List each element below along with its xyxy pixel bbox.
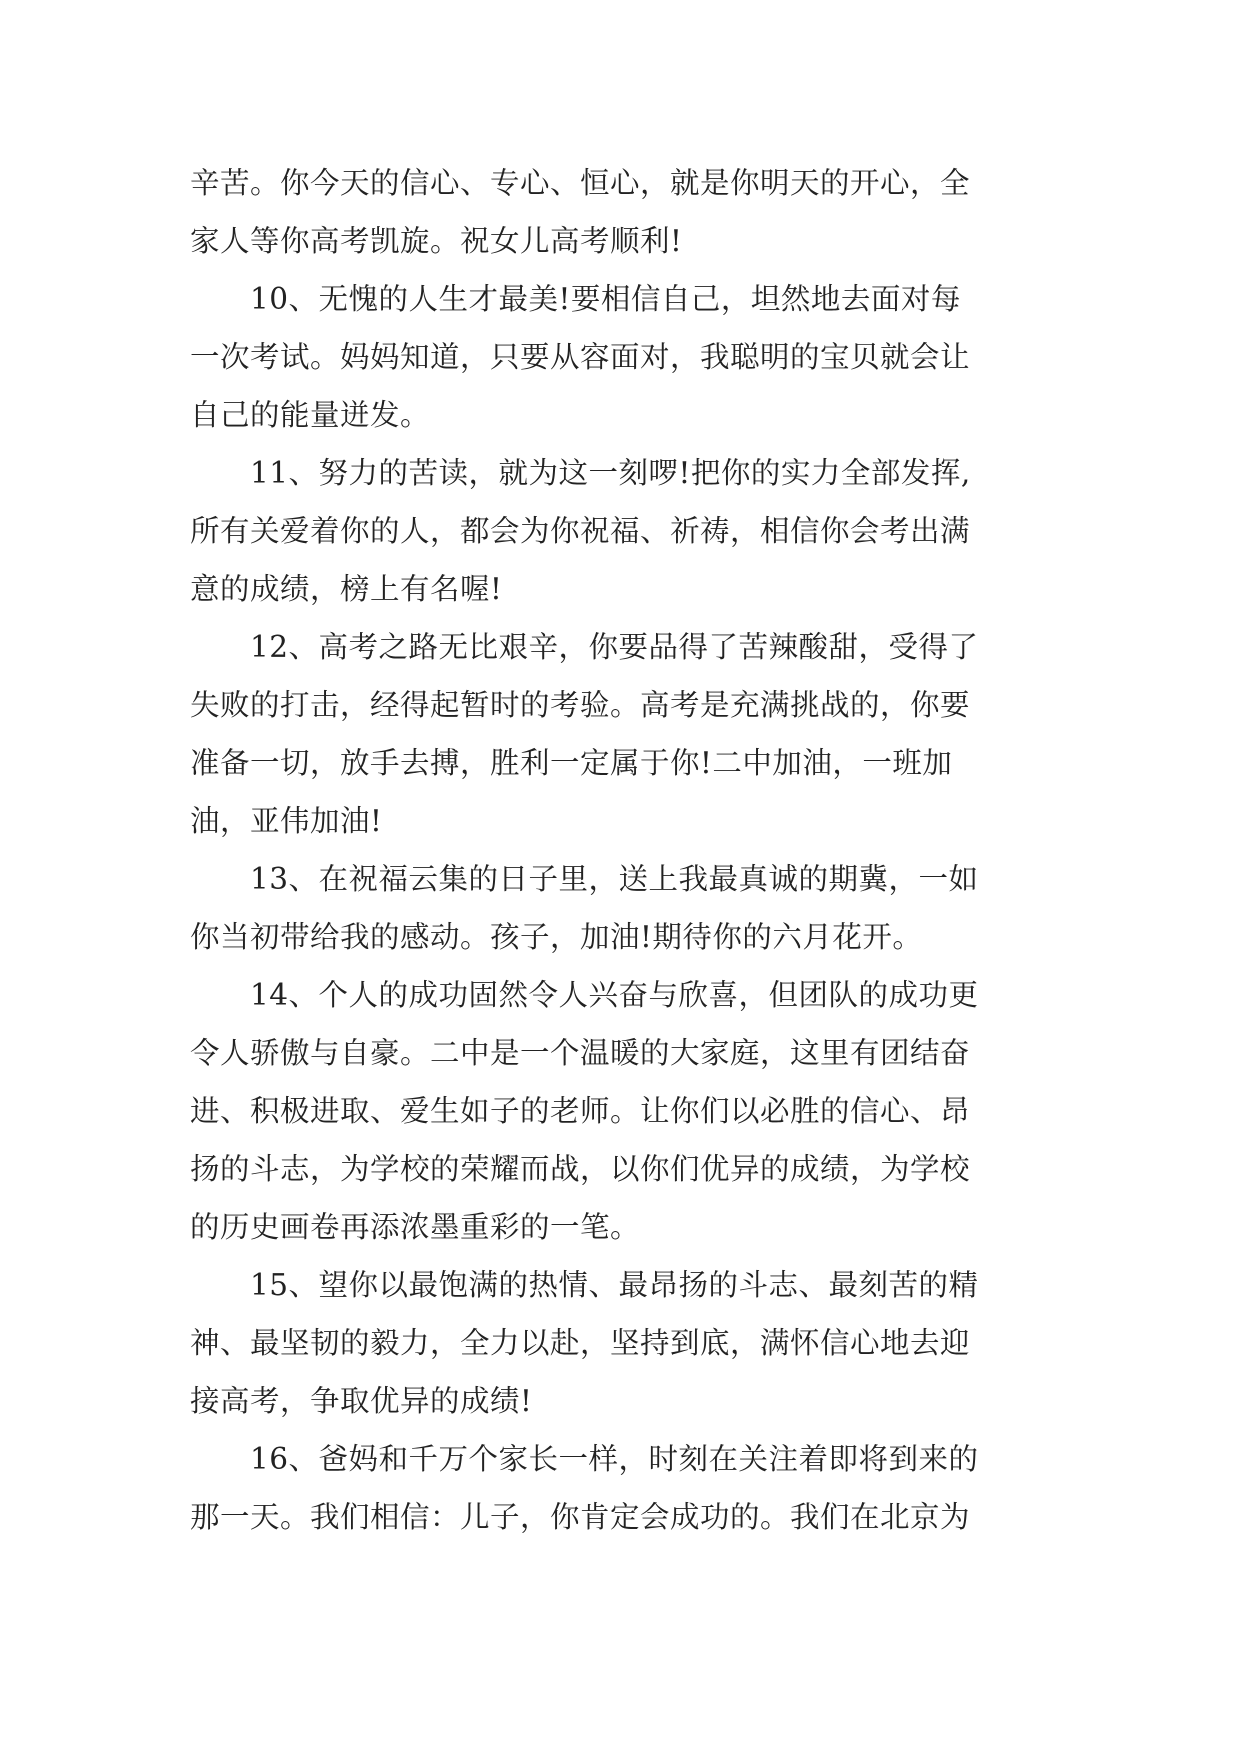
paragraph-10-first-line: 10、无愧的人生才最美!要相信自己，坦然地去面对每 bbox=[250, 282, 961, 316]
text-line: 失败的打击，经得起暂时的考验。高考是充满挑战的，你要 bbox=[190, 688, 971, 722]
text-line: 准备一切，放手去搏，胜利一定属于你!二中加油，一班加 bbox=[190, 746, 953, 780]
paragraph-15-first-line: 15、望你以最饱满的热情、最昂扬的斗志、最刻苦的精 bbox=[250, 1268, 979, 1302]
text-line: 油，亚伟加油! bbox=[190, 804, 383, 838]
text-line: 那一天。我们相信：儿子，你肯定会成功的。我们在北京为 bbox=[190, 1500, 971, 1534]
text-line: 你当初带给我的感动。孩子，加油!期待你的六月花开。 bbox=[190, 920, 923, 954]
text-line: 一次考试。妈妈知道，只要从容面对，我聪明的宝贝就会让 bbox=[190, 340, 971, 374]
paragraph-14-first-line: 14、个人的成功固然令人兴奋与欣喜，但团队的成功更 bbox=[250, 978, 979, 1012]
text-line: 进、积极进取、爱生如子的老师。让你们以必胜的信心、昂 bbox=[190, 1094, 971, 1128]
text-line: 接高考，争取优异的成绩! bbox=[190, 1384, 533, 1418]
paragraph-12-first-line: 12、高考之路无比艰辛，你要品得了苦辣酸甜，受得了 bbox=[250, 630, 979, 664]
paragraph-13-first-line: 13、在祝福云集的日子里，送上我最真诚的期冀，一如 bbox=[250, 862, 979, 896]
text-line: 自己的能量迸发。 bbox=[190, 398, 431, 432]
text-line: 所有关爱着你的人，都会为你祝福、祈祷，相信你会考出满 bbox=[190, 514, 971, 548]
text-line: 令人骄傲与自豪。二中是一个温暖的大家庭，这里有团结奋 bbox=[190, 1036, 971, 1070]
text-line: 辛苦。你今天的信心、专心、恒心，就是你明天的开心，全 bbox=[190, 166, 971, 200]
text-line: 神、最坚韧的毅力，全力以赴，坚持到底，满怀信心地去迎 bbox=[190, 1326, 971, 1360]
paragraph-11-first-line: 11、努力的苦读，就为这一刻啰!把你的实力全部发挥, bbox=[250, 456, 971, 490]
text-line: 的历史画卷再添浓墨重彩的一笔。 bbox=[190, 1210, 641, 1244]
text-line: 扬的斗志，为学校的荣耀而战，以你们优异的成绩，为学校 bbox=[190, 1152, 971, 1186]
text-line: 家人等你高考凯旋。祝女儿高考顺利! bbox=[190, 224, 683, 258]
text-line: 意的成绩，榜上有名喔! bbox=[190, 572, 503, 606]
paragraph-16-first-line: 16、爸妈和千万个家长一样，时刻在关注着即将到来的 bbox=[250, 1442, 979, 1476]
